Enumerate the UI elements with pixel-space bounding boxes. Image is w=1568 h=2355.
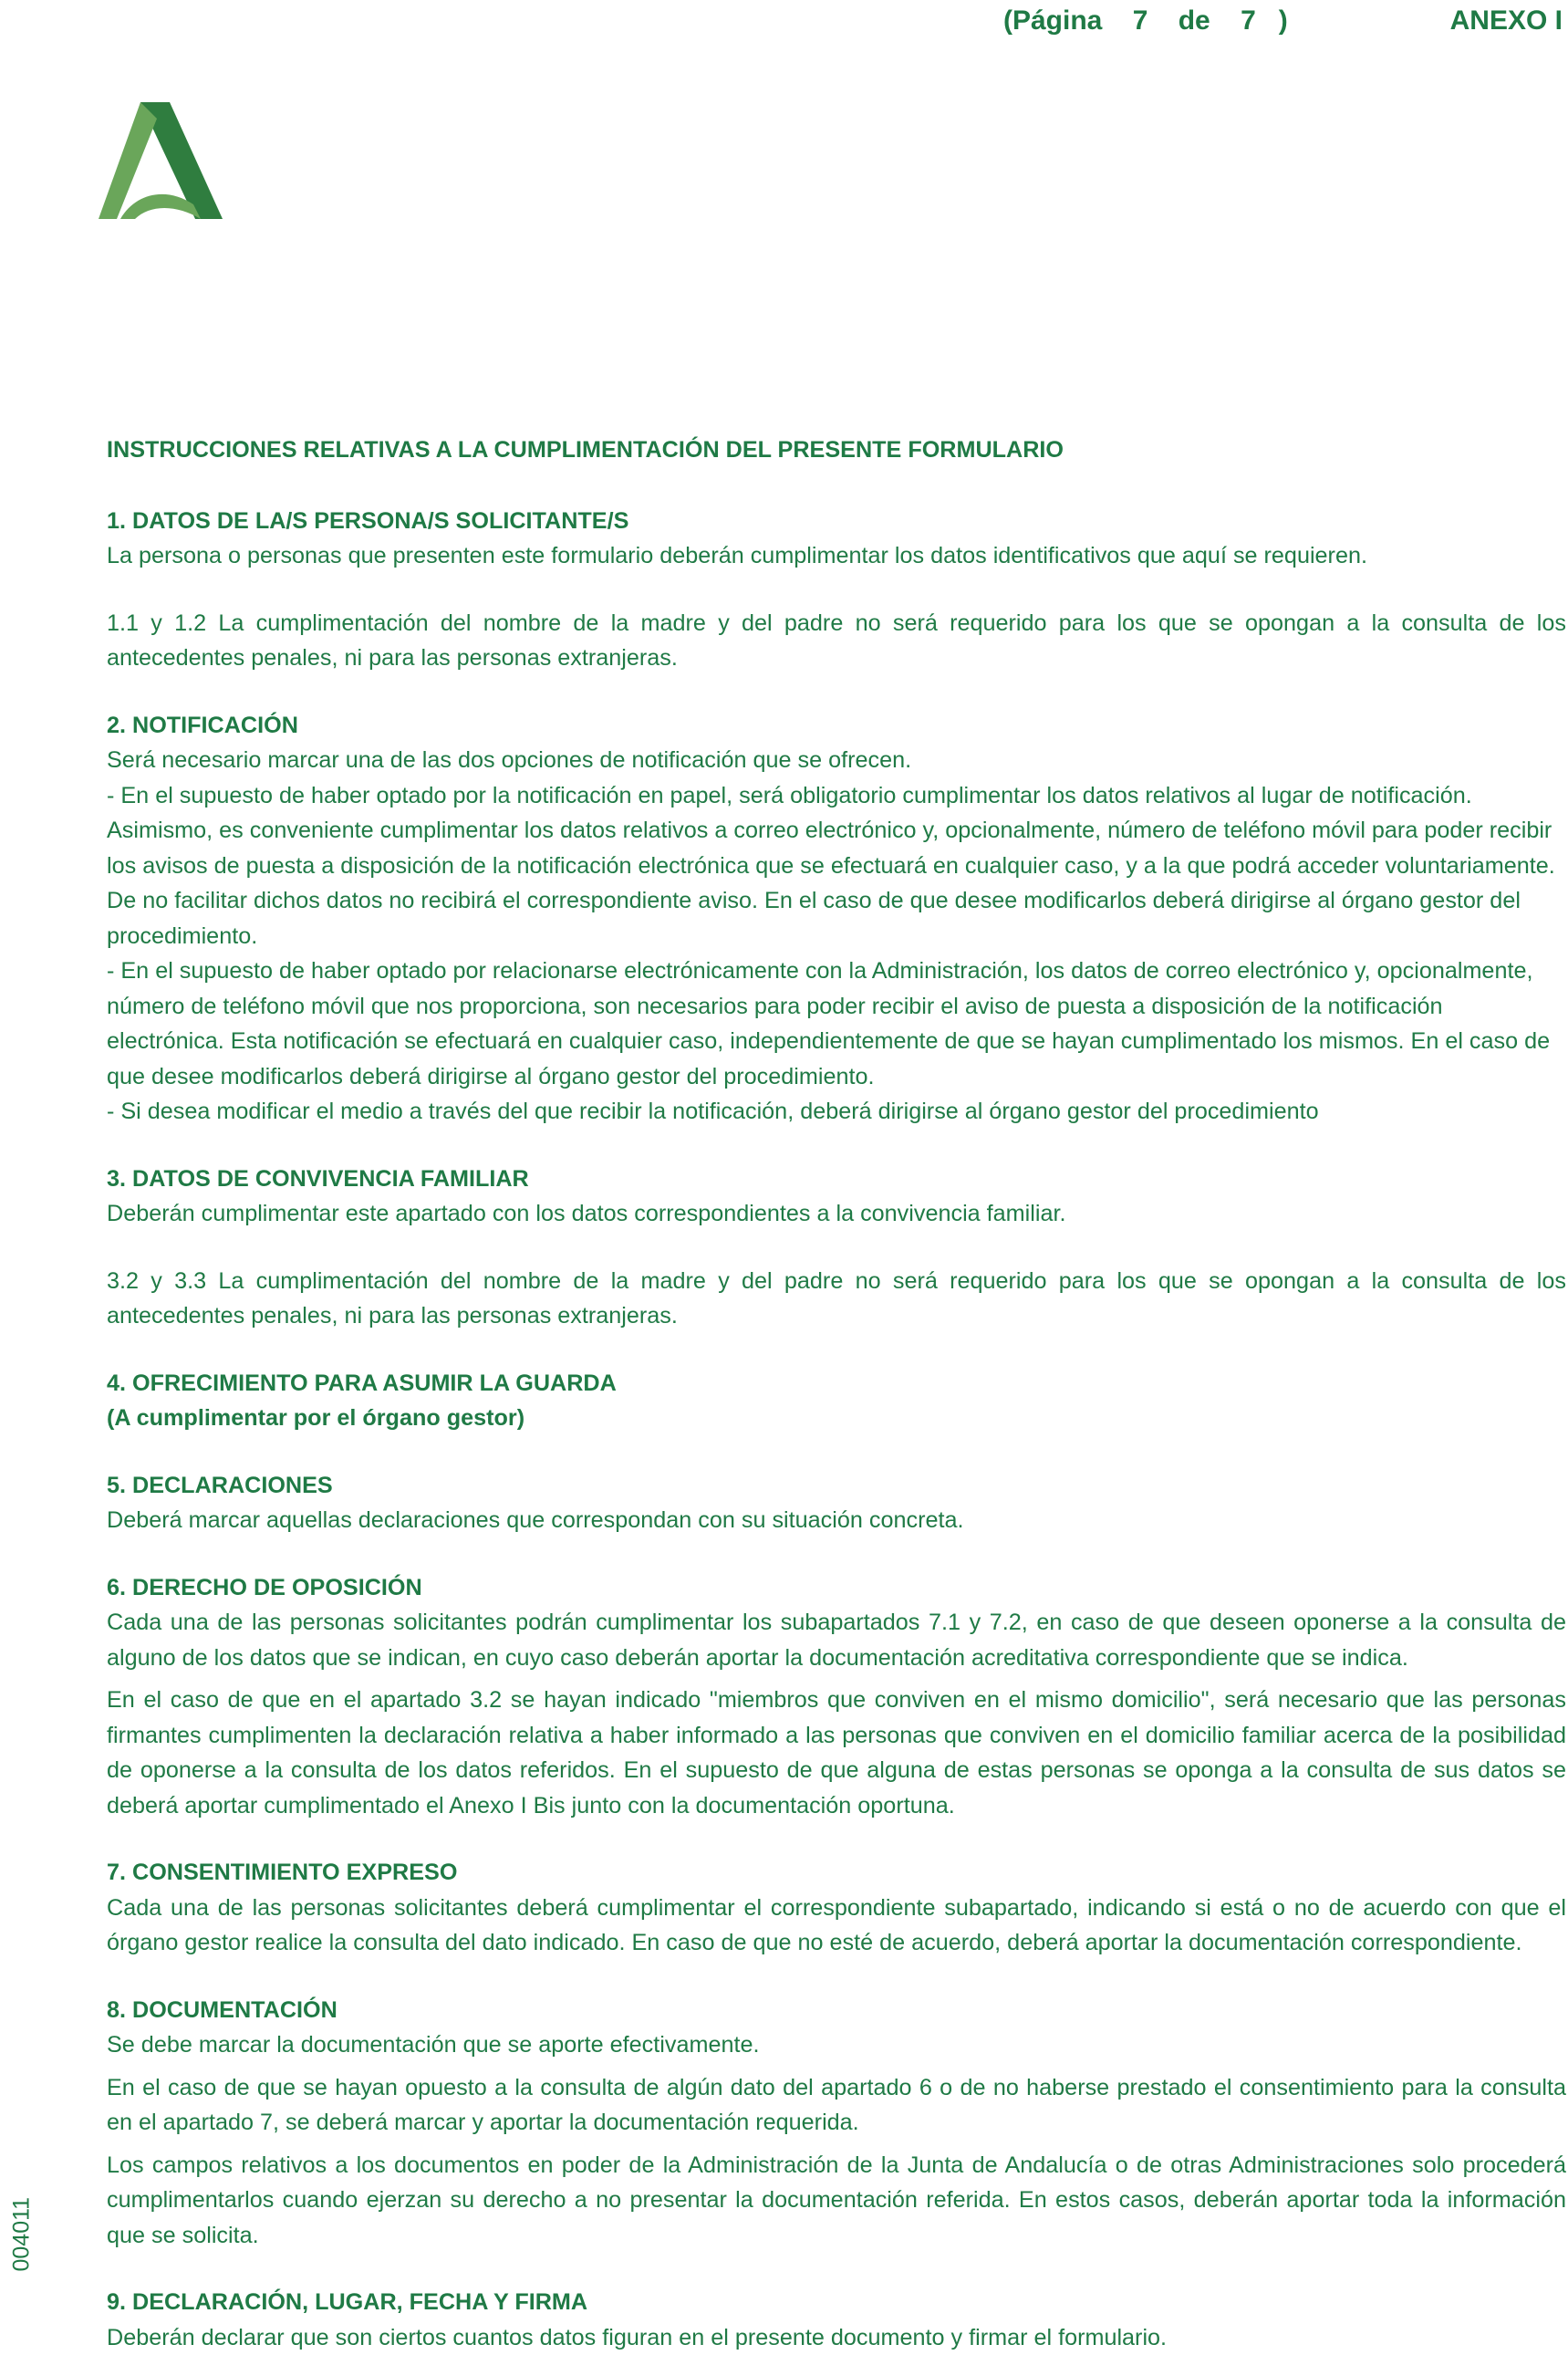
section-8-administration-note: Los campos relativos a los documentos en poder de la Administración de la Junta de Andalucía o de otras Administraciones solo procederá cumplimentarlos cuando ejerzan su derecho a no presentar la documentación referida. En estos casos, deberán aportar toda la información que se solicita.	[107, 2148, 1566, 2254]
section-7-title: 7. CONSENTIMIENTO EXPRESO	[107, 1855, 1566, 1891]
section-6-household-note: En el caso de que en el apartado 3.2 se hayan indicado "miembros que conviven en el mismo domicilio", será necesario que las personas firmantes cumplimenten la declaración relativa a haber informado a las personas que conviven en el domicilio familiar acerca de la posibilidad de oponerse a la consulta de los datos referidos. En el supuesto de que alguna de estas personas se oponga a la consulta de sus datos se deberá aportar cumplimentado el Anexo I Bis junto con la documentación oportuna.	[107, 1683, 1566, 1823]
section-2-electronic-notification: - En el supuesto de haber optado por relacionarse electrónicamente con la Administración, los datos de correo electrónico y, opcionalmente, número de teléfono móvil que nos proporciona, son necesarios para poder recibir el aviso de puesta a disposición de la notificación electrónica. Esta notificación se efectuará en cualquier caso, independientemente de que se hayan cumplimentado los mismos. En el caso de que desee modificarlos deberá dirigirse al órgano gestor del procedimiento.	[107, 953, 1566, 1094]
section-3-note: 3.2 y 3.3 La cumplimentación del nombre de la madre y del padre no será requerido para los que se opongan a la consulta de los antecedentes penales, ni para las personas extranjeras.	[107, 1264, 1566, 1334]
section-1-note: 1.1 y 1.2 La cumplimentación del nombre de la madre y del padre no será requerido para los que se opongan a la consulta de los antecedentes penales, ni para las personas extranjeras.	[107, 606, 1566, 676]
section-2-text: Será necesario marcar una de las dos opciones de notificación que se ofrecen.	[107, 743, 1566, 778]
section-6-text: Cada una de las personas solicitantes podrán cumplimentar los subapartados 7.1 y 7.2, en caso de que deseen oponerse a la consulta de alguno de los datos que se indican, en cuyo caso deberán aportar la documentación acreditativa correspondiente que se indica.	[107, 1605, 1566, 1675]
instructions-title: INSTRUCCIONES RELATIVAS A LA CUMPLIMENTACIÓN DEL PRESENTE FORMULARIO	[107, 432, 1566, 468]
section-5-text: Deberá marcar aquellas declaraciones que correspondan con su situación concreta.	[107, 1503, 1566, 1538]
annex-label: ANEXO I	[1450, 5, 1563, 36]
section-8-text: Se debe marcar la documentación que se aporte efectivamente.	[107, 2027, 1566, 2063]
section-2-paper-notification: - En el supuesto de haber optado por la notificación en papel, será obligatorio cumplimentar los datos relativos al lugar de notificación. Asimismo, es conveniente cumplimentar los datos relativos a correo electrónico y, opcionalmente, número de teléfono móvil para poder recibir los avisos de puesta a disposición de la notificación electrónica que se efectuará en cualquier caso, y a la que podrá acceder voluntariamente. De no facilitar dichos datos no recibirá el correspondiente aviso. En el caso de que desee modificarlos deberá dirigirse al órgano gestor del procedimiento.	[107, 778, 1566, 954]
section-6-title: 6. DERECHO DE OPOSICIÓN	[107, 1570, 1566, 1606]
section-4-subtitle: (A cumplimentar por el órgano gestor)	[107, 1401, 1566, 1436]
junta-andalucia-logo-icon	[99, 102, 223, 219]
section-1-title: 1. DATOS DE LA/S PERSONA/S SOLICITANTE/S	[107, 504, 1566, 539]
section-2-change-medium: - Si desea modificar el medio a través del que recibir la notificación, deberá dirigirse al órgano gestor del procedimiento	[107, 1094, 1566, 1130]
section-1-text: La persona o personas que presenten este formulario deberán cumplimentar los datos identificativos que aquí se requieren.	[107, 538, 1566, 574]
section-9-title: 9. DECLARACIÓN, LUGAR, FECHA Y FIRMA	[107, 2285, 1566, 2320]
page-number-label: (Página 7 de 7 )	[1003, 5, 1288, 36]
section-9-text: Deberán declarar que son ciertos cuantos datos figuran en el presente documento y firmar el formulario.	[107, 2320, 1566, 2355]
section-3-title: 3. DATOS DE CONVIVENCIA FAMILIAR	[107, 1162, 1566, 1197]
section-5-title: 5. DECLARACIONES	[107, 1468, 1566, 1504]
section-3-text: Deberán cumplimentar este apartado con los datos correspondientes a la convivencia familiar.	[107, 1196, 1566, 1232]
instructions-body	[107, 432, 1566, 2355]
section-8-opposition-note: En el caso de que se hayan opuesto a la consulta de algún dato del apartado 6 o de no haberse prestado el consentimiento para la consulta en el apartado 7, se deberá marcar y aportar la documentación requerida.	[107, 2070, 1566, 2141]
section-7-text: Cada una de las personas solicitantes deberá cumplimentar el correspondiente subapartado, indicando si está o no de acuerdo con que el órgano gestor realice la consulta del dato indicado. En caso de que no esté de acuerdo, deberá aportar la documentación correspondiente.	[107, 1891, 1566, 1961]
section-8-title: 8. DOCUMENTACIÓN	[107, 1993, 1566, 2028]
section-2-title: 2. NOTIFICACIÓN	[107, 708, 1566, 744]
section-4-title: 4. OFRECIMIENTO PARA ASUMIR LA GUARDA	[107, 1366, 1566, 1402]
document-code: 004011	[9, 2181, 36, 2272]
